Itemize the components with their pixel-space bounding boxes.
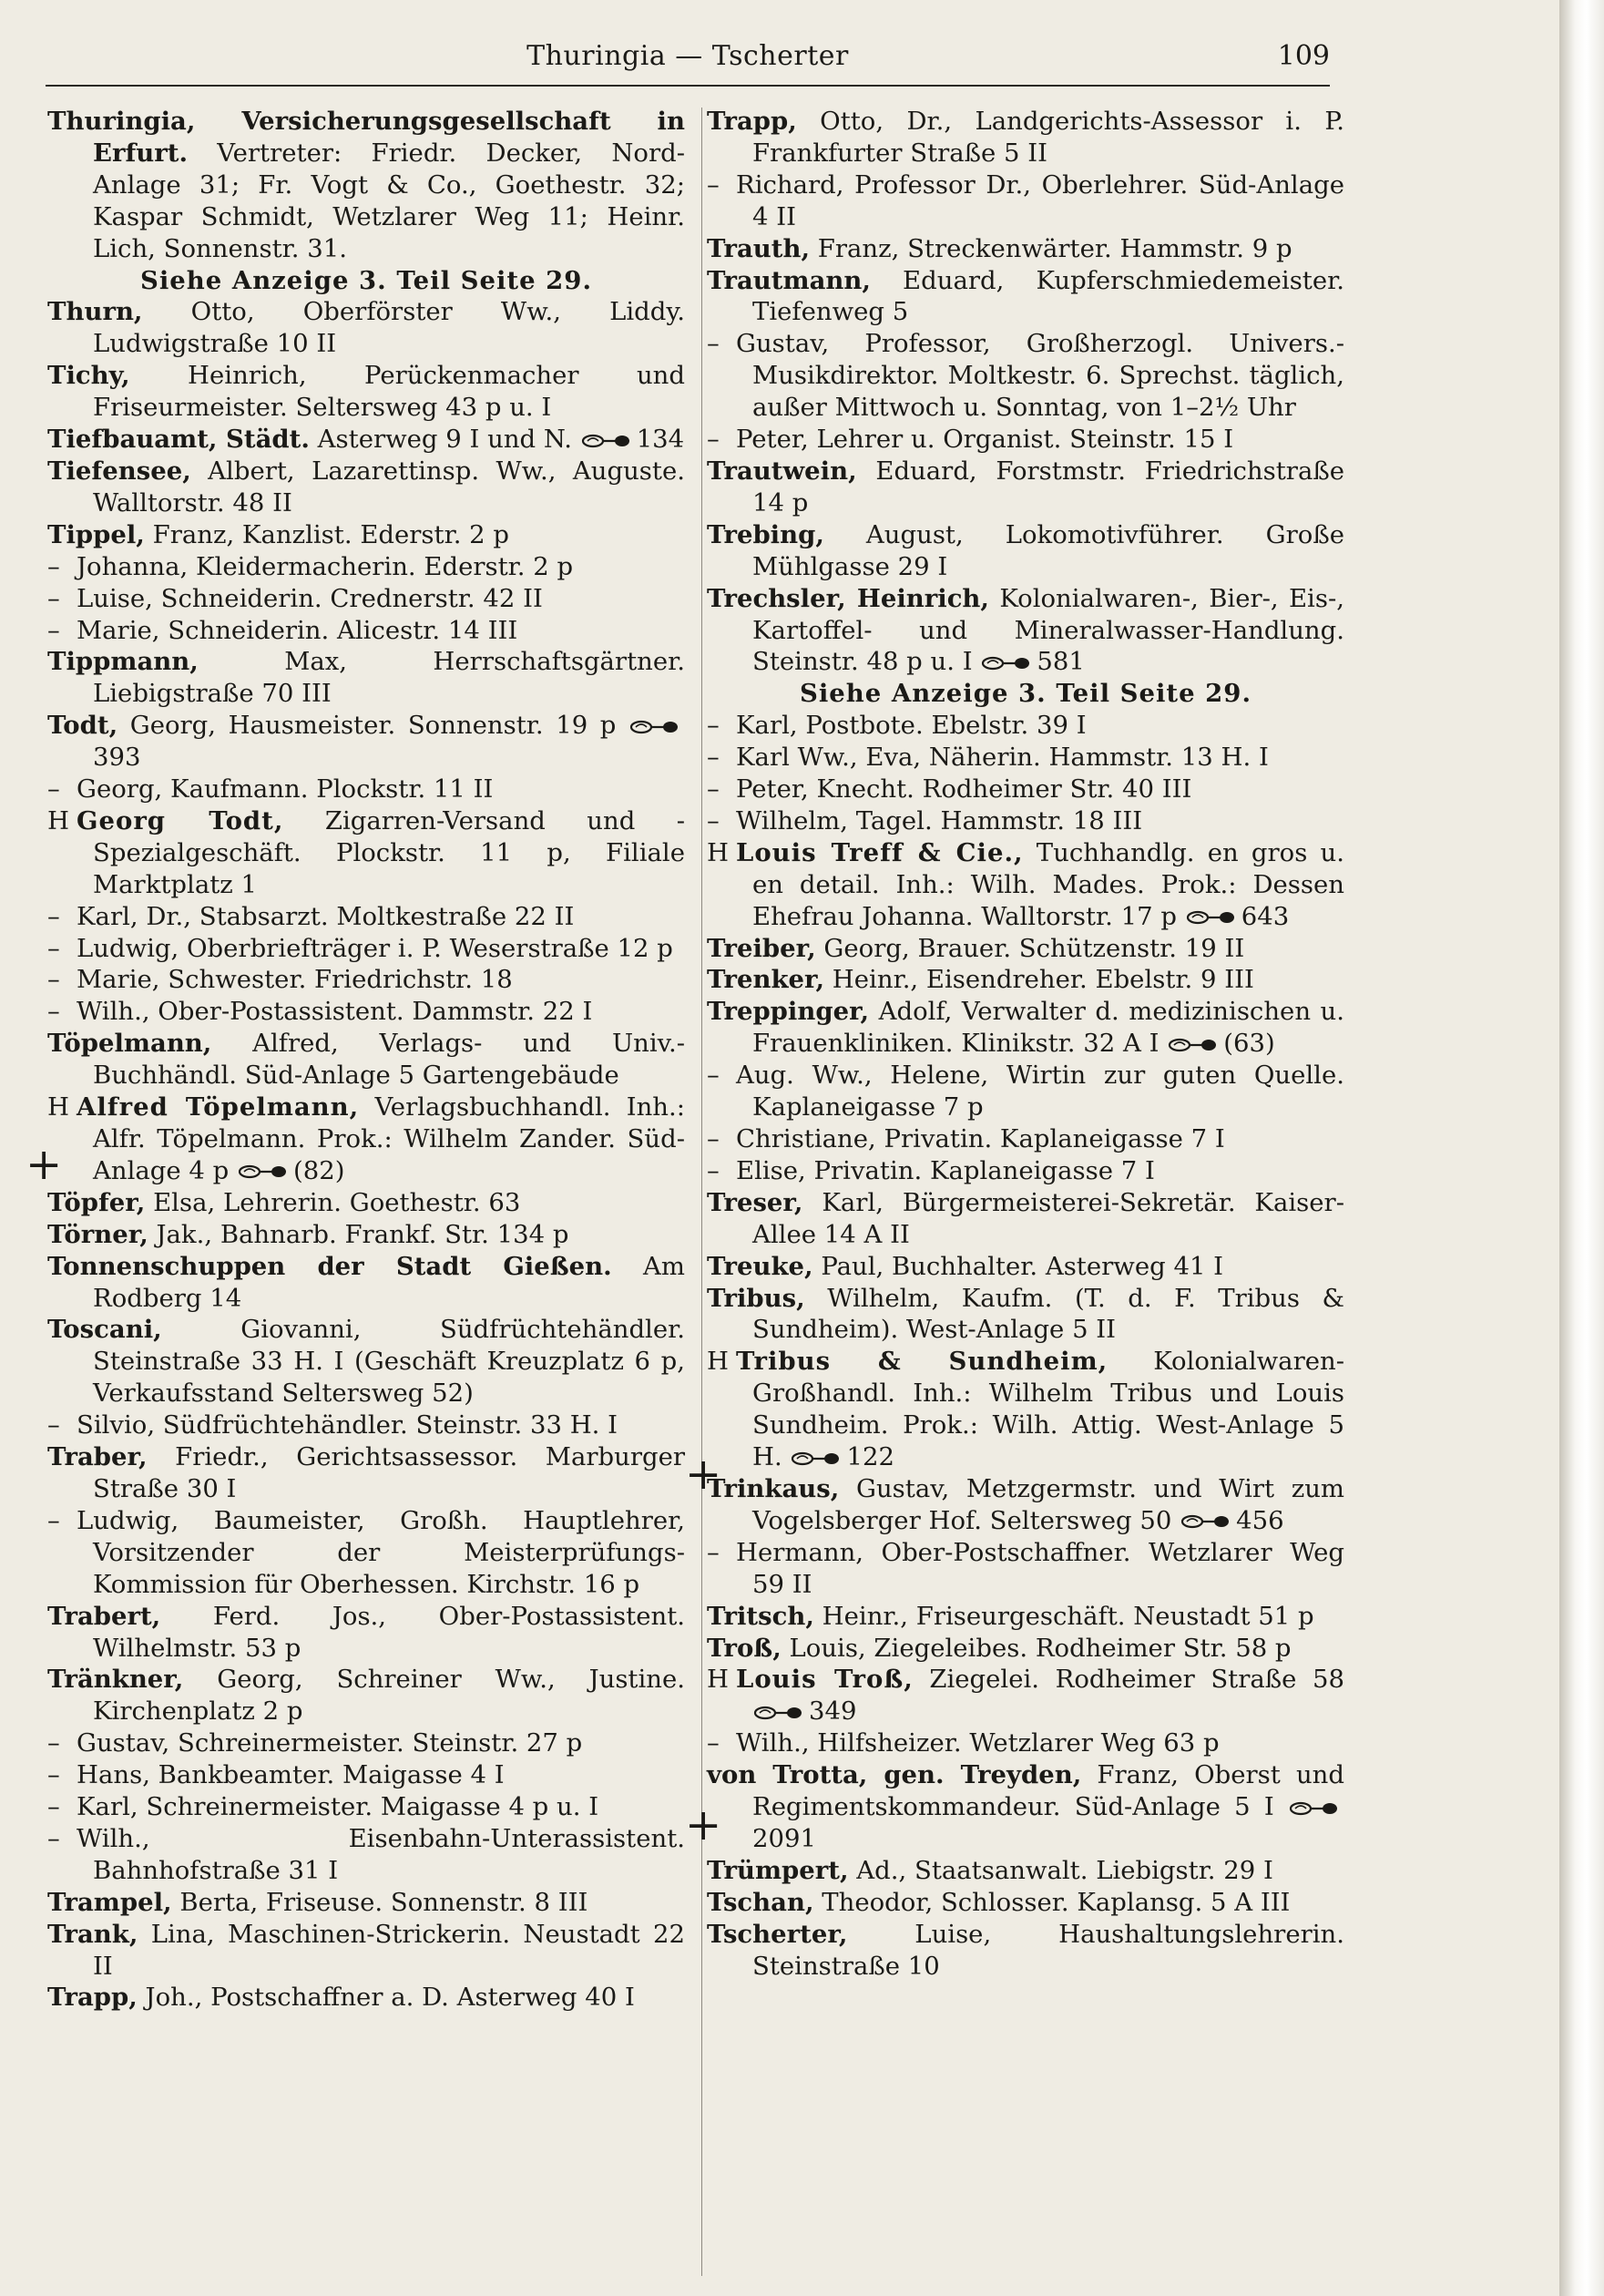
telephone-number: 456 — [1236, 1505, 1284, 1535]
telephone-number: 581 — [1037, 647, 1085, 677]
repeat-name-dash: – — [47, 997, 60, 1027]
directory-entry — [47, 519, 685, 551]
entry-name: von Trotta, gen. Treyden, — [707, 1760, 1082, 1790]
entry-details: Otto, Dr., Landgerichts-Assessor i. P. Frankfurter Straße 5 II — [752, 107, 1344, 168]
entry-details: Alfred, Verlags- und Univ.-Buchhändl. Süd-Anlage 5 Gartengebäude — [93, 1029, 685, 1091]
entry-name: Louis Treff & Cie., — [736, 837, 1024, 867]
directory-entry — [707, 1283, 1344, 1347]
entry-details: Otto, Oberförster Ww., Liddy. Ludwigstraße 10 II — [93, 297, 685, 359]
directory-entry — [707, 1633, 1344, 1665]
entry-details: Vertreter: Friedr. Decker, Nord-Anlage 31; Fr. Vogt & Co., Goethestr. 32; Kaspar Schmidt, Wetzlarer Weg 11; Heinr. Lich, Sonnenstr. 31. — [93, 138, 685, 263]
directory-entry — [47, 646, 685, 710]
entry-name: Treser, — [707, 1187, 803, 1217]
entry-details: Georg, Brauer. Schützenstr. 19 II — [815, 933, 1245, 963]
entry-details: Luise, Schneiderin. Crednerstr. 42 II — [77, 583, 543, 613]
entry-name: Treppinger, — [707, 997, 870, 1027]
repeat-name-dash: – — [47, 1505, 60, 1535]
telephone-icon — [752, 1705, 803, 1721]
entry-name: Tiefbauamt, Städt. — [47, 425, 310, 455]
entry-details: Am Rodberg 14 — [93, 1251, 685, 1313]
entry-name: Tippel, — [47, 519, 145, 549]
entry-name: Traber, — [47, 1442, 148, 1472]
telephone-number: 2091 — [752, 1823, 816, 1853]
entry-details: Eduard, Kupferschmiedemeister. Tiefenweg 5 — [752, 265, 1344, 327]
entry-details: Peter, Knecht. Rodheimer Str. 40 III — [736, 774, 1192, 805]
directory-entry — [47, 1919, 685, 1983]
entry-details: Richard, Professor Dr., Oberlehrer. Süd-Anlage 4 II — [736, 169, 1344, 231]
entry-details: Elise, Privatin. Kaplaneigasse 7 I — [736, 1155, 1155, 1185]
directory-subentry — [47, 1727, 685, 1759]
entry-name: Trapp, — [707, 107, 797, 136]
directory-entry — [47, 424, 685, 456]
entry-details: Kolonialwaren-Großhandl. Inh.: Wilhelm Tribus und Louis Sundheim. Prok.: Wilh. Attig. West-Anlage 5 H. — [752, 1347, 1344, 1472]
directory-entry — [707, 1919, 1344, 1983]
entry-details: Franz, Kanzlist. Ederstr. 2 p — [144, 519, 510, 549]
commercial-register-marker: H — [707, 837, 729, 867]
directory-subentry — [47, 996, 685, 1028]
entry-details: Kolonialwaren-, Bier-, Eis-, Kartoffel- und Mineralwasser-Handlung. Steinstr. 48 p u. I — [752, 583, 1344, 677]
handwritten-cross-mark: + — [685, 1799, 722, 1850]
entry-details: Wilh., Eisenbahn-Unterassistent. Bahnhofstraße 31 I — [77, 1823, 685, 1885]
firm-entry — [707, 837, 1344, 933]
entry-name: Trenker, — [707, 965, 825, 995]
directory-entry — [47, 710, 685, 774]
entry-details: Louis, Ziegeleibes. Rodheimer Str. 58 p — [781, 1633, 1292, 1663]
directory-subentry — [707, 710, 1344, 742]
directory-subentry — [707, 742, 1344, 774]
entry-name: Tscherter, — [707, 1919, 848, 1949]
telephone-number: 134 — [636, 425, 685, 455]
entry-details: Friedr., Gerichtsassessor. Marburger Straße 30 I — [93, 1442, 685, 1503]
commercial-register-marker: H — [707, 1347, 729, 1377]
entry-details: Christiane, Privatin. Kaplaneigasse 7 I — [736, 1124, 1225, 1153]
entry-details: Giovanni, Südfrüchtehändler. Steinstraße 33 H. I (Geschäft Kreuzplatz 6 p, Verkaufsstand Seltersweg 52) — [93, 1315, 685, 1409]
repeat-name-dash: – — [707, 743, 720, 773]
entry-name: Tribus, — [707, 1283, 805, 1313]
entry-name: Trapp, — [47, 1983, 138, 2013]
directory-subentry — [47, 933, 685, 965]
telephone-icon — [580, 433, 631, 449]
entry-details: Ad., Staatsanwalt. Liebigstr. 29 I — [848, 1855, 1273, 1885]
directory-subentry — [707, 1060, 1344, 1123]
see-advertisement-note: Siehe Anzeige 3. Teil Seite 29. — [799, 679, 1252, 709]
directory-entry — [707, 519, 1344, 583]
directory-entry — [47, 296, 685, 360]
directory-subentry — [707, 169, 1344, 233]
entry-details: Gustav, Metzgermstr. und Wirt zum Vogelsberger Hof. Seltersweg 50 — [752, 1473, 1344, 1535]
entry-details: Peter, Lehrer u. Organist. Steinstr. 15 I — [736, 425, 1234, 455]
entry-name: Thurn, — [47, 297, 143, 327]
entry-details: Eduard, Forstmstr. Friedrichstraße 14 p — [752, 456, 1344, 518]
column-divider — [701, 108, 702, 2276]
directory-subentry — [47, 1505, 685, 1601]
entry-details: Ziegelei. Rodheimer Straße 58 — [913, 1665, 1344, 1695]
entry-details: Wilh., Ober-Postassistent. Dammstr. 22 I — [77, 997, 593, 1027]
telephone-number: 393 — [93, 743, 141, 773]
entry-name: Töpfer, — [47, 1187, 146, 1217]
entry-name: Tritsch, — [707, 1601, 814, 1631]
firm-entry — [707, 1346, 1344, 1473]
entry-details: Heinrich, Perückenmacher und Friseurmeister. Seltersweg 43 p u. I — [93, 361, 685, 423]
telephone-icon — [980, 655, 1031, 671]
repeat-name-dash: – — [707, 1537, 720, 1567]
entry-name: Trauth, — [707, 233, 811, 263]
entry-details: Lina, Maschinen-Strickerin. Neustadt 22 II — [93, 1919, 685, 1981]
directory-entry — [707, 1601, 1344, 1633]
entry-details: Marie, Schwester. Friedrichstr. 18 — [77, 965, 513, 995]
entry-details: Ludwig, Oberbriefträger i. P. Weserstraße 12 p — [77, 933, 673, 963]
repeat-name-dash: – — [47, 551, 60, 581]
directory-subentry — [707, 328, 1344, 424]
entry-name: Tichy, — [47, 361, 130, 391]
directory-subentry — [47, 964, 685, 996]
book-spine-edge — [1559, 0, 1604, 2296]
repeat-name-dash: – — [47, 1760, 60, 1790]
entry-details: Verlagsbuchhandl. Inh.: Alfr. Töpelmann. Prok.: Wilhelm Zander. Süd-Anlage 4 p — [93, 1092, 685, 1185]
entry-details: Asterweg 9 I und N. — [309, 425, 572, 455]
right-column — [707, 106, 1344, 1982]
directory-entry — [47, 1887, 685, 1919]
directory-subentry — [47, 1823, 685, 1887]
repeat-name-dash: – — [707, 1061, 720, 1091]
telephone-number: (82) — [292, 1155, 345, 1185]
entry-details: Karl, Schreinermeister. Maigasse 4 p u. I — [77, 1792, 599, 1822]
directory-entry — [47, 1441, 685, 1505]
directory-subentry — [707, 1123, 1344, 1155]
entry-details: Wilhelm, Tagel. Hammstr. 18 III — [736, 805, 1143, 835]
telephone-number: 122 — [846, 1442, 894, 1472]
entry-name: Trebing, — [707, 519, 824, 549]
entry-details: Ferd. Jos., Ober-Postassistent. Wilhelmstr. 53 p — [93, 1601, 685, 1663]
entry-details: Ludwig, Baumeister, Großh. Hauptlehrer, Vorsitzender der Meisterprüfungs-Kommission für Oberhessen. Kirchstr. 16 p — [77, 1505, 685, 1599]
directory-entry — [47, 106, 685, 265]
entry-name: Trümpert, — [707, 1855, 849, 1885]
telephone-number: 643 — [1241, 901, 1290, 931]
repeat-name-dash: – — [47, 1823, 60, 1853]
entry-details: Heinr., Friseurgeschäft. Neustadt 51 p — [813, 1601, 1314, 1631]
directory-entry — [47, 1982, 685, 2014]
directory-entry — [707, 964, 1344, 996]
entry-name: Trank, — [47, 1919, 138, 1949]
directory-subentry — [47, 1791, 685, 1823]
directory-entry — [707, 1251, 1344, 1283]
entry-name: Tonnenschuppen der Stadt Gießen. — [47, 1251, 612, 1281]
entry-details: Jak., Bahnarb. Frankf. Str. 134 p — [148, 1219, 569, 1249]
entry-name: Trautmann, — [707, 265, 871, 295]
entry-name: Alfred Töpelmann, — [77, 1092, 360, 1122]
directory-entry — [707, 933, 1344, 965]
directory-entry — [707, 233, 1344, 265]
telephone-icon — [790, 1450, 841, 1467]
entry-name: Trabert, — [47, 1601, 161, 1631]
directory-entry — [707, 265, 1344, 329]
repeat-name-dash: – — [47, 965, 60, 995]
directory-subentry — [47, 901, 685, 933]
telephone-number: (63) — [1223, 1029, 1275, 1059]
firm-entry — [47, 805, 685, 901]
entry-name: Tippmann, — [47, 647, 199, 677]
directory-subentry — [707, 774, 1344, 805]
telephone-icon — [237, 1163, 288, 1180]
entry-name: Toscani, — [47, 1315, 162, 1345]
entry-name: Trechsler, Heinrich, — [707, 583, 990, 613]
directory-entry — [707, 1759, 1344, 1855]
telephone-number: 349 — [809, 1696, 857, 1727]
entry-name: Trautwein, — [707, 456, 857, 486]
directory-entry — [707, 1473, 1344, 1537]
directory-entry — [707, 106, 1344, 169]
directory-entry — [47, 1314, 685, 1409]
entry-details: Elsa, Lehrerin. Goethestr. 63 — [145, 1187, 521, 1217]
directory-entry — [47, 1251, 685, 1315]
entry-name: Troß, — [707, 1633, 782, 1663]
entry-name: Tränkner, — [47, 1665, 184, 1695]
directory-subentry — [707, 1155, 1344, 1187]
firm-entry — [707, 1664, 1344, 1727]
telephone-icon — [1185, 909, 1236, 926]
directory-entry — [47, 1187, 685, 1219]
entry-details: Georg, Kaufmann. Plockstr. 11 II — [77, 774, 494, 805]
entry-details: Max, Herrschaftsgärtner. Liebigstraße 70 III — [93, 647, 685, 709]
entry-details: Adolf, Verwalter d. medizinischen u. Frauenkliniken. Klinikstr. 32 A I — [752, 997, 1344, 1059]
entry-details: Heinr., Eisendreher. Ebelstr. 9 III — [824, 965, 1254, 995]
directory-subentry — [707, 1537, 1344, 1601]
entry-name: Trampel, — [47, 1887, 172, 1917]
entry-name: Tschan, — [707, 1887, 814, 1917]
repeat-name-dash: – — [707, 774, 720, 805]
entry-details: Gustav, Schreinermeister. Steinstr. 27 p — [77, 1728, 583, 1758]
repeat-name-dash: – — [47, 583, 60, 613]
repeat-name-dash: – — [707, 425, 720, 455]
repeat-name-dash: – — [47, 615, 60, 645]
header-rule — [46, 85, 1330, 87]
repeat-name-dash: – — [47, 1410, 60, 1440]
directory-subentry — [47, 1409, 685, 1441]
telephone-icon — [1180, 1513, 1231, 1530]
telephone-icon — [628, 719, 679, 735]
entry-name: Tiefensee, — [47, 456, 191, 486]
entry-details: Franz, Oberst und Regimentskommandeur. Süd-Anlage 5 I — [752, 1760, 1344, 1822]
running-head: Thuringia — Tscherter — [526, 40, 849, 72]
entry-details: Franz, Streckenwärter. Hammstr. 9 p — [810, 233, 1292, 263]
entry-name: Georg Todt, — [77, 805, 284, 835]
directory-subentry — [707, 805, 1344, 837]
entry-details: Joh., Postschaffner a. D. Asterweg 40 I — [137, 1983, 635, 2013]
entry-details: Georg, Schreiner Ww., Justine. Kirchenplatz 2 p — [93, 1665, 685, 1727]
entry-details: Aug. Ww., Helene, Wirtin zur guten Quelle. Kaplaneigasse 7 p — [736, 1061, 1344, 1122]
entry-name: Louis Troß, — [736, 1665, 914, 1695]
entry-name: Treuke, — [707, 1251, 813, 1281]
entry-name: Todt, — [47, 711, 118, 741]
commercial-register-marker: H — [707, 1665, 729, 1695]
entry-details: Hans, Bankbeamter. Maigasse 4 I — [77, 1760, 505, 1790]
handwritten-cross-mark: + — [26, 1139, 63, 1190]
directory-subentry — [47, 1759, 685, 1791]
directory-subentry — [707, 424, 1344, 456]
entry-name: Thuringia, Versicherungsgesellschaft in Erfurt. — [47, 107, 685, 168]
entry-name: Trinkaus, — [707, 1473, 840, 1503]
entry-details: Karl Ww., Eva, Näherin. Hammstr. 13 H. I — [736, 743, 1269, 773]
directory-entry — [707, 996, 1344, 1060]
repeat-name-dash: – — [47, 1728, 60, 1758]
repeat-name-dash: – — [47, 774, 60, 805]
entry-details: August, Lokomotivführer. Große Mühlgasse 29 I — [752, 519, 1344, 581]
entry-name: Töpelmann, — [47, 1029, 212, 1059]
repeat-name-dash: – — [707, 169, 720, 200]
directory-subentry — [47, 551, 685, 583]
entry-details: Hermann, Ober-Postschaffner. Wetzlarer Weg 59 II — [736, 1537, 1344, 1599]
entry-details: Karl, Dr., Stabsarzt. Moltkestraße 22 II — [77, 901, 575, 931]
repeat-name-dash: – — [707, 1155, 720, 1185]
see-advertisement-note: Siehe Anzeige 3. Teil Seite 29. — [139, 265, 593, 295]
directory-entry — [707, 1187, 1344, 1251]
directory-entry — [47, 456, 685, 519]
directory-subentry — [47, 615, 685, 647]
page-header — [46, 33, 1330, 78]
directory-entry — [47, 1028, 685, 1092]
page-number: 109 — [1277, 40, 1330, 72]
entry-details: Berta, Friseuse. Sonnenstr. 8 III — [171, 1887, 588, 1917]
entry-name: Tribus & Sundheim, — [736, 1347, 1108, 1377]
entry-name: Treiber, — [707, 933, 816, 963]
entry-details: Karl, Postbote. Ebelstr. 39 I — [736, 711, 1087, 741]
entry-details: Marie, Schneiderin. Alicestr. 14 III — [77, 615, 518, 645]
commercial-register-marker: H — [47, 805, 69, 835]
directory-subentry — [47, 583, 685, 615]
directory-subentry — [47, 774, 685, 805]
directory-entry — [47, 1601, 685, 1665]
repeat-name-dash: – — [47, 933, 60, 963]
directory-entry — [707, 1855, 1344, 1887]
entry-details: Johanna, Kleidermacherin. Ederstr. 2 p — [77, 551, 574, 581]
repeat-name-dash: – — [707, 805, 720, 835]
firm-entry — [47, 1092, 685, 1187]
left-column — [47, 106, 685, 2014]
entry-details: Gustav, Professor, Großherzogl. Univers.-Musikdirektor. Moltkestr. 6. Sprechst. täglich, außer Mittwoch u. Sonntag, von 1–2½ Uhr — [736, 329, 1344, 423]
repeat-name-dash: – — [47, 901, 60, 931]
repeat-name-dash: – — [707, 1124, 720, 1153]
directory-entry — [707, 1887, 1344, 1919]
entry-details: Georg, Hausmeister. Sonnenstr. 19 p — [117, 711, 617, 741]
entry-details: Karl, Bürgermeisterei-Sekretär. Kaiser-Allee 14 A II — [752, 1187, 1344, 1249]
directory-entry — [47, 1664, 685, 1727]
entry-details: Wilh., Hilfsheizer. Wetzlarer Weg 63 p — [736, 1728, 1220, 1758]
entry-details: Silvio, Südfrüchtehändler. Steinstr. 33 H. I — [77, 1410, 618, 1440]
entry-name: Törner, — [47, 1219, 148, 1249]
directory-entry — [707, 456, 1344, 519]
repeat-name-dash: – — [707, 329, 720, 359]
telephone-icon — [1288, 1800, 1339, 1817]
directory-entry — [707, 583, 1344, 679]
repeat-name-dash: – — [47, 1792, 60, 1822]
repeat-name-dash: – — [707, 1728, 720, 1758]
entry-details: Paul, Buchhalter. Asterweg 41 I — [812, 1251, 1224, 1281]
handwritten-cross-mark: + — [685, 1449, 722, 1500]
entry-details: Luise, Haushaltungslehrerin. Steinstraße 10 — [752, 1919, 1344, 1981]
repeat-name-dash: – — [707, 711, 720, 741]
directory-entry — [47, 360, 685, 424]
entry-details: Zigarren-Versand und -Spezialgeschäft. Plockstr. 11 p, Filiale Marktplatz 1 — [93, 805, 685, 899]
telephone-icon — [1167, 1037, 1218, 1053]
entry-details: Wilhelm, Kaufm. (T. d. F. Tribus & Sundheim). West-Anlage 5 II — [752, 1283, 1344, 1345]
directory-subentry — [707, 1727, 1344, 1759]
entry-details: Tuchhandlg. en gros u. en detail. Inh.: Wilh. Mades. Prok.: Dessen Ehefrau Johanna. Walltorstr. 17 p — [752, 837, 1344, 931]
commercial-register-marker: H — [47, 1092, 69, 1122]
directory-entry — [47, 1219, 685, 1251]
entry-details: Theodor, Schlosser. Kaplansg. 5 A III — [813, 1887, 1291, 1917]
entry-details: Albert, Lazarettinsp. Ww., Auguste. Walltorstr. 48 II — [93, 456, 685, 518]
